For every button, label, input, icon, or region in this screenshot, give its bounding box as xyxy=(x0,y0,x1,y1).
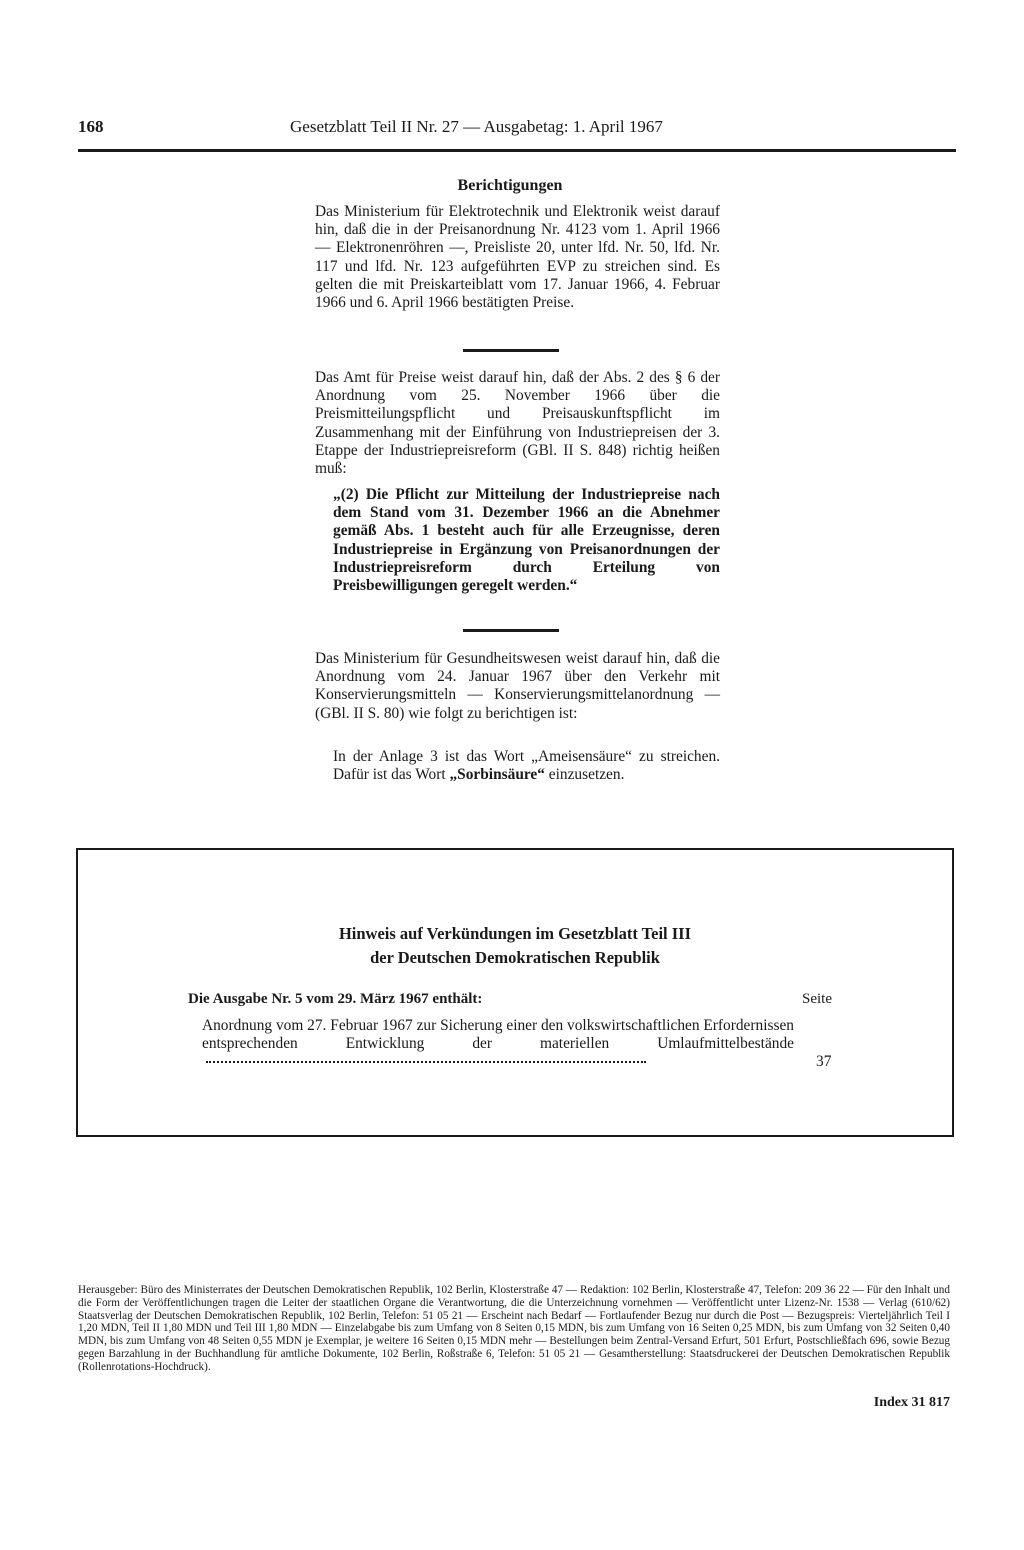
correction-quote-3 xyxy=(333,748,720,784)
page-number: 168 xyxy=(78,117,104,136)
notice-box xyxy=(76,848,954,1137)
section-divider xyxy=(463,629,559,632)
quote-3-text-end: einzusetzen. xyxy=(544,766,625,784)
correction-quote-2: „(2) Die Pflicht zur Mitteilung der Industriepreise nach dem Stand vom 31. Dezember 1966 an die Abnehmer gemäß Abs. 1 besteht auch für alle Erzeugnisse, deren Industriepreise in Ergänzung von Preisanordnungen der Industriepreisreform durch Erteilung von Preisbewilligungen geregelt werden.“ xyxy=(333,486,720,595)
issue-line: Die Ausgabe Nr. 5 vom 29. März 1967 enthält: xyxy=(188,991,483,1007)
notice-entry xyxy=(202,1017,794,1072)
quote-3-text: In der Anlage 3 ist das Wort „Ameisensäure“ zu streichen. Dafür ist das Wort xyxy=(333,748,720,784)
dot-leader xyxy=(206,1061,646,1063)
correction-paragraph-3: Das Ministerium für Gesundheitswesen weist darauf hin, daß die Anordnung vom 24. Januar 1967 über den Verkehr mit Konservierungsmitteln — Konservierungsmittelanordnung — (GBl. II S. 80) wie folgt zu berichtigen ist: xyxy=(315,650,720,722)
index-number: Index 31 817 xyxy=(873,1395,950,1410)
running-header: Gesetzblatt Teil II Nr. 27 — Ausgabetag: 1. April 1967 xyxy=(290,117,663,136)
seite-label: Seite xyxy=(802,991,832,1007)
section-divider xyxy=(463,349,559,352)
notice-entry-text: Anordnung vom 27. Februar 1967 zur Sicherung einer den volkswirtschaftlichen Erfordernissen entsprechenden Entwicklung der materiellen Umlaufmittelbestände xyxy=(202,1017,794,1053)
correction-paragraph-1: Das Ministerium für Elektrotechnik und Elektronik weist darauf hin, daß die in der Preisanordnung Nr. 4123 vom 1. April 1966 — Elektronenröhren —, Preisliste 20, unter lfd. Nr. 50, lfd. Nr. 117 und lfd. Nr. 123 aufgeführten EVP zu streichen sind. Es gelten die mit Preiskarteiblatt vom 17. Januar 1966, 4. Februar 1966 und 6. April 1966 bestätigten Preise. xyxy=(315,203,720,312)
notice-title-line-1: Hinweis auf Verkündungen im Gesetzblatt Teil III xyxy=(338,924,692,943)
correction-paragraph-2: Das Amt für Preise weist darauf hin, daß der Abs. 2 des § 6 der Anordnung vom 25. November 1966 über die Preismitteilungspflicht und Preisauskunftspflicht im Zusammenhang mit der Einführung von Industriepreisen der 3. Etappe der Industriepreisreform (GBl. II S. 848) richtig heißen muß: xyxy=(315,369,720,478)
notice-title-line-2: der Deutschen Demokratischen Republik xyxy=(370,948,660,967)
header-rule xyxy=(78,149,956,152)
section-heading: Berichtigungen xyxy=(457,177,563,194)
quote-3-bold-word: „Sorbinsäure“ xyxy=(449,766,545,784)
notice-entry-page: 37 xyxy=(816,1053,832,1070)
imprint: Herausgeber: Büro des Ministerrates der Deutschen Demokratischen Republik, 102 Berlin, Klosterstraße 47 — Redaktion: 102 Berlin, Klosterstraße 47, Telefon: 209 36 22 — Für den Inhalt und die Form der Veröffentlichungen tragen die Leiter der staatlichen Organe die Verantwortung, die die Unterzeichnung vornehmen — Veröffentlicht unter Lizenz-Nr. 1538 — Verlag (610/62) Staatsverlag der Deutschen Demokratischen Republik, 102 Berlin, Telefon: 51 05 21 — Erscheint nach Bedarf — Fortlaufender Bezug nur durch die Post — Bezugspreis: Vierteljährlich Teil I 1,20 MDN, Teil II 1,80 MDN und Teil III 1,80 MDN — Einzelabgabe bis zum Umfang von 8 Seiten 0,15 MDN, bis zum Umfang von 16 Seiten 0,25 MDN, bis zum Umfang von 32 Seiten 0,40 MDN, bis zum Umfang von 48 Seiten 0,55 MDN je Exemplar, je weitere 16 Seiten 0,15 MDN mehr — Bestellungen beim Zentral-Versand Erfurt, 501 Erfurt, Postschließfach 696, sowie Bezug gegen Barzahlung in der Buchhandlung für amtliche Dokumente, 102 Berlin, Roßstraße 6, Telefon: 51 05 21 — Gesamtherstellung: Staatsdruckerei der Deutschen Demokratischen Republik (Rollenrotations-Hochdruck). xyxy=(78,1284,950,1373)
